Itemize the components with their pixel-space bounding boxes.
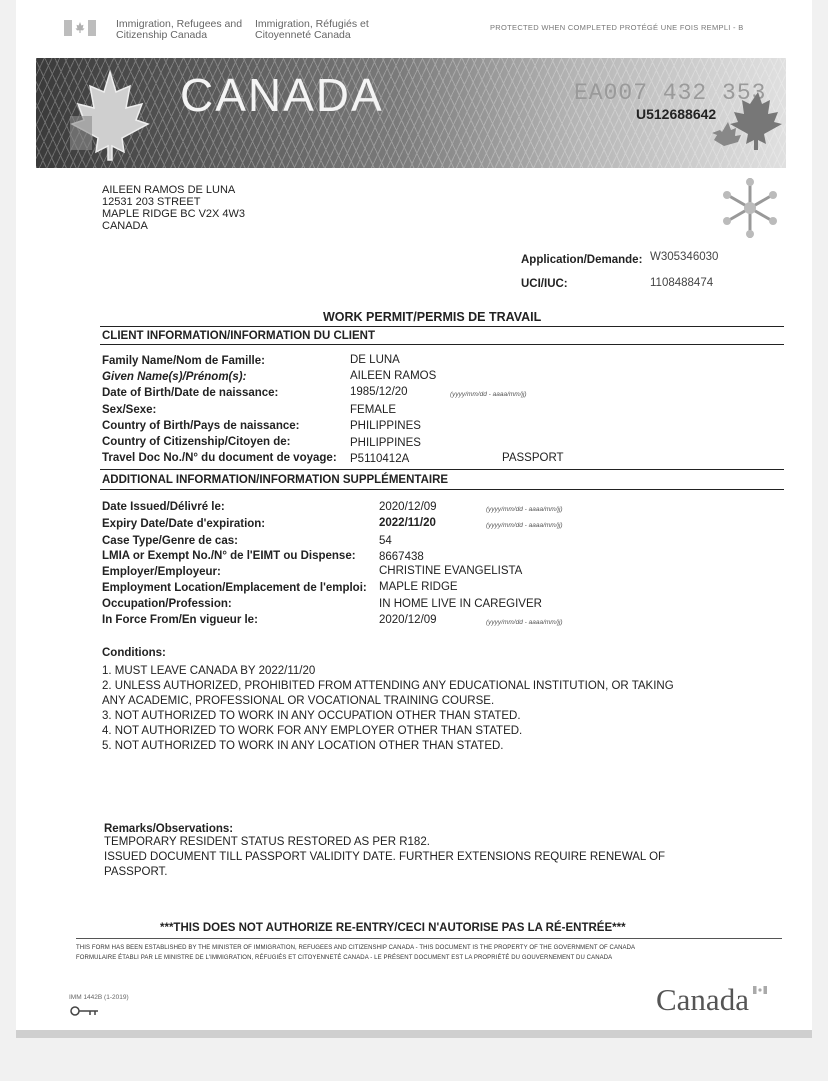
section-rule [100, 469, 784, 470]
country-of-birth-label: Country of Birth/Pays de naissance: [102, 420, 300, 432]
dept-name-en [116, 19, 242, 41]
document-title: WORK PERMIT/PERMIS DE TRAVAIL [323, 310, 542, 324]
conditions-title: Conditions: [102, 647, 166, 659]
key-icon [70, 1005, 102, 1017]
additional-section-title: ADDITIONAL INFORMATION/INFORMATION SUPPLÉMENTAIRE [102, 474, 449, 486]
dept-fr-line2: Citoyenneté Canada [255, 29, 351, 41]
condition-item: 2. UNLESS AUTHORIZED, PROHIBITED FROM ATTENDING ANY EDUCATIONAL INSTITUTION, OR TAKING [102, 680, 674, 692]
client-section-title: CLIENT INFORMATION/INFORMATION DU CLIENT [102, 330, 375, 342]
wordmark-flag-icon [753, 986, 767, 994]
expiry-date-label: Expiry Date/Date d'expiration: [102, 518, 266, 530]
remark-line: TEMPORARY RESIDENT STATUS RESTORED AS PER R182. [104, 836, 430, 848]
reentry-notice: ***THIS DOES NOT AUTHORIZE RE-ENTRY/CECI N'AUTORISE PAS LA RÉ-ENTRÉE*** [160, 922, 626, 934]
address-line: MAPLE RIDGE BC V2X 4W3 [102, 208, 246, 220]
travel-doc-type: PASSPORT [502, 452, 564, 464]
sex-value: FEMALE [350, 404, 397, 416]
dept-name-fr [255, 19, 369, 41]
canada-flag-icon [64, 20, 96, 36]
employer-label: Employer/Employeur: [102, 566, 221, 578]
section-rule [100, 489, 784, 490]
lmia-value: 8667438 [379, 551, 424, 563]
given-name-label: Given Name(s)/Prénom(s): [102, 371, 247, 383]
page-shadow [16, 1030, 812, 1038]
in-force-label: In Force From/En vigueur le: [102, 614, 258, 626]
occupation-value: IN HOME LIVE IN CAREGIVER [379, 598, 542, 610]
uci-value: 1108488474 [650, 277, 714, 289]
date-issued-format: (yyyy/mm/dd - aaaa/mm/jj) [486, 506, 563, 513]
document-number: U512688642 [636, 106, 717, 122]
footer-text-fr: FORMULAIRE ÉTABLI PAR LE MINISTRE DE L'IMMIGRATION, RÉFUGIÉS ET CITOYENNETÉ CANADA - LE PRÉSENT DOCUMENT EST LA PROPRIÉTÉ DU GOUVERNEMENT DU CANADA [76, 955, 613, 961]
remark-line: PASSPORT. [104, 866, 168, 878]
citizenship-value: PHILIPPINES [350, 437, 421, 449]
protected-notice: PROTECTED WHEN COMPLETED PROTÉGÉ UNE FOIS REMPLI - B [490, 23, 744, 32]
date-issued-label: Date Issued/Délivré le: [102, 501, 225, 513]
travel-doc-value: P5110412A [350, 453, 410, 465]
application-value: W305346030 [650, 251, 719, 263]
section-rule [100, 326, 784, 327]
lmia-label: LMIA or Exempt No./N° de l'EIMT ou Dispense: [102, 550, 356, 562]
travel-doc-label: Travel Doc No./N° du document de voyage: [102, 452, 337, 464]
employment-location-value: MAPLE RIDGE [379, 581, 458, 593]
uci-label: UCI/IUC: [521, 278, 568, 290]
maple-leaf-icon [50, 66, 170, 162]
serial-number: EA007 432 353 [574, 80, 767, 106]
sex-label: Sex/Sexe: [102, 404, 157, 416]
dept-en-line1: Immigration, Refugees and [116, 18, 243, 30]
occupation-label: Occupation/Profession: [102, 598, 232, 610]
expiry-date-value: 2022/11/20 [379, 517, 436, 529]
family-name-value: DE LUNA [350, 354, 400, 366]
application-label: Application/Demande: [521, 254, 643, 266]
dob-format: (yyyy/mm/dd - aaaa/mm/jj) [450, 391, 527, 398]
given-name-value: AILEEN RAMOS [350, 370, 437, 382]
mailing-address [102, 184, 245, 232]
country-of-birth-value: PHILIPPINES [350, 420, 421, 432]
case-type-value: 54 [379, 535, 392, 547]
snowflake-emblem-icon [714, 172, 786, 244]
in-force-value: 2020/12/09 [379, 614, 437, 626]
family-name-label: Family Name/Nom de Famille: [102, 355, 265, 367]
address-line: 12531 203 STREET [102, 196, 201, 208]
condition-item: 1. MUST LEAVE CANADA BY 2022/11/20 [102, 665, 316, 677]
footer-text-en: THIS FORM HAS BEEN ESTABLISHED BY THE MINISTER OF IMMIGRATION, REFUGEES AND CITIZENSHIP CANADA - THIS DOCUMENT IS THE PROPERTY OF THE GOVERNMENT OF CANADA [76, 945, 636, 951]
banner-word: CANADA [180, 69, 384, 121]
address-line: CANADA [102, 220, 148, 232]
condition-item: 3. NOT AUTHORIZED TO WORK IN ANY OCCUPATION OTHER THAN STATED. [102, 710, 521, 722]
remarks-text [104, 835, 665, 880]
remark-line: ISSUED DOCUMENT TILL PASSPORT VALIDITY DATE. FURTHER EXTENSIONS REQUIRE RENEWAL OF [104, 851, 666, 863]
document-page [16, 0, 812, 1030]
address-line: AILEEN RAMOS DE LUNA [102, 184, 236, 196]
dept-en-line2: Citizenship Canada [116, 29, 208, 41]
security-banner [36, 58, 786, 168]
maple-leaves-icon [708, 88, 784, 158]
date-issued-value: 2020/12/09 [379, 501, 437, 513]
condition-item: 5. NOT AUTHORIZED TO WORK IN ANY LOCATION OTHER THAN STATED. [102, 740, 504, 752]
condition-item: 4. NOT AUTHORIZED TO WORK FOR ANY EMPLOYER OTHER THAN STATED. [102, 725, 523, 737]
conditions-list [102, 664, 674, 754]
citizenship-label: Country of Citizenship/Citoyen de: [102, 436, 291, 448]
expiry-date-format: (yyyy/mm/dd - aaaa/mm/jj) [486, 522, 563, 529]
in-force-format: (yyyy/mm/dd - aaaa/mm/jj) [486, 619, 563, 626]
dob-label: Date of Birth/Date de naissance: [102, 387, 279, 399]
footer-rule [76, 938, 782, 939]
canada-wordmark: Canada [656, 982, 749, 1017]
dept-fr-line1: Immigration, Réfugiés et [255, 18, 369, 30]
remarks-title: Remarks/Observations: [104, 823, 234, 835]
section-rule [100, 344, 784, 345]
employment-location-label: Employment Location/Emplacement de l'emploi: [102, 582, 367, 594]
employer-value: CHRISTINE EVANGELISTA [379, 565, 523, 577]
form-code: IMM 1442B (1-2019) [69, 994, 129, 1001]
case-type-label: Case Type/Genre de cas: [102, 535, 238, 547]
dob-value: 1985/12/20 [350, 386, 408, 398]
condition-item: ANY ACADEMIC, PROFESSIONAL OR VOCATIONAL TRAINING COURSE. [102, 695, 495, 707]
